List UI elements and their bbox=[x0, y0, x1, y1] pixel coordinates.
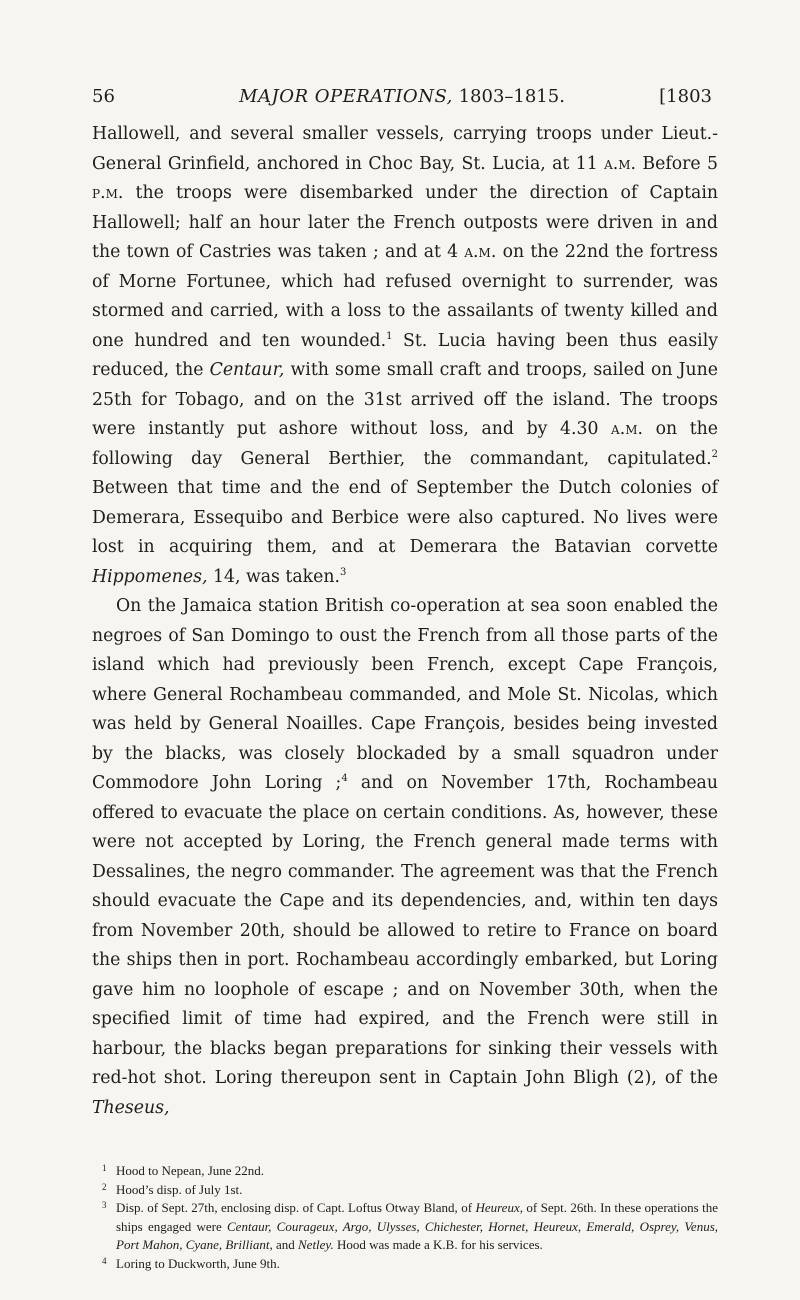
paragraph bbox=[92, 592, 718, 1123]
text-run: Disp. of Sept. 27th, enclosing disp. of Capt. Loftus Otway Bland, of bbox=[116, 1200, 476, 1216]
text-run: On the Jamaica station British co-operation at sea soon enabled the negroes of San Domingo to oust the French from all those parts of the island which had previously been French, except Cape François, where General Rochambeau commanded, and Mole St. Nicolas, which was held by General Noailles. Cape François, besides being invested by the blacks, was closely blockaded by a small squadron under Commodore John Loring ; bbox=[92, 596, 718, 793]
text-run: 14, was taken. bbox=[207, 566, 340, 587]
text-run: of Sept. 26th. In these operations the ships engaged were bbox=[116, 1200, 718, 1234]
text-run: and bbox=[272, 1237, 298, 1253]
footnote-ref: 2 bbox=[711, 448, 718, 460]
footnote-number: 4 bbox=[102, 1255, 107, 1266]
running-header bbox=[92, 86, 712, 116]
italic-text: Heureux, bbox=[475, 1200, 523, 1216]
footnote-ref: 3 bbox=[339, 566, 347, 578]
italic-text: Theseus, bbox=[92, 1097, 170, 1118]
footnote-ref: 1 bbox=[386, 330, 393, 342]
footnote-number: 3 bbox=[102, 1200, 107, 1211]
text-run: Hood was made a K.B. for his services. bbox=[333, 1237, 543, 1253]
italic-text: Centaur, Courageux, Argo, Ulysses, Chichester, Hornet, Heureux, Emerald, Osprey, Venus, Port Mahon, Cyane, Brilliant, bbox=[116, 1218, 718, 1253]
text-run: Loring to Duckworth, June 9th. bbox=[116, 1255, 280, 1271]
italic-text: Netley. bbox=[298, 1237, 334, 1253]
text-run: Hallowell, and several smaller vessels, carrying troops under Lieut.-General Grinfield, anchored in Choc Bay, St. Lucia, at 11 bbox=[92, 124, 718, 174]
time-abbrev: a.m. bbox=[464, 242, 497, 262]
text-run: Hood’s disp. of July 1st. bbox=[116, 1181, 243, 1197]
time-abbrev: a.m. bbox=[604, 153, 637, 174]
body-text bbox=[92, 120, 718, 1123]
text-run: on the 22nd the fortress of Morne Fortunee, which had refused overnight to surrender, was stormed and carried, with a loss to the assailants of twenty killed and one hundred and ten wounded. bbox=[92, 242, 718, 351]
text-run: Before 5 bbox=[636, 153, 718, 174]
paragraph bbox=[92, 120, 718, 592]
running-title-years: 1803–1815. bbox=[458, 86, 565, 107]
text-run: with some small craft and troops, sailed on June 25th for Tobago, and on the 31st arrived off the island. The troops were instantly put ashore without loss, and by 4.30 bbox=[92, 360, 718, 439]
running-title bbox=[92, 86, 712, 107]
time-abbrev: a.m. bbox=[611, 419, 643, 439]
text-run: on the following day General Berthier, the commandant, capitulated. bbox=[92, 419, 718, 469]
text-run: St. Lucia having been thus easily reduced, the bbox=[92, 330, 718, 380]
italic-text: Centaur, bbox=[209, 360, 285, 380]
footnote bbox=[92, 1255, 718, 1274]
text-run: the troops were disembarked under the direction of Captain Hallowell; half an hour later the French outposts were driven in and the town of Castries was taken ; and at 4 bbox=[92, 183, 718, 262]
text-run: Between that time and the end of September the Dutch colonies of Demerara, Essequibo and Berbice were also captured. No lives were lost in acquiring them, and at Demerara the Batavian corvette bbox=[92, 478, 718, 557]
footnote bbox=[92, 1181, 718, 1200]
footnotes bbox=[92, 1162, 718, 1274]
footnote-ref: 4 bbox=[341, 773, 348, 785]
text-run: Hood to Nepean, June 22nd. bbox=[116, 1163, 265, 1178]
page-number: 56 bbox=[92, 86, 115, 107]
footnote-number: 1 bbox=[102, 1163, 107, 1173]
footnote bbox=[92, 1199, 718, 1255]
time-abbrev: p.m. bbox=[92, 183, 124, 203]
footnote bbox=[92, 1162, 718, 1181]
text-run: and on November 17th, Rochambeau offered to evacuate the place on certain conditions. As, however, these were not accepted by Loring, the French general made terms with Dessalines, the negro commander. The agreement was that the French should evacuate the Cape and its dependencies, and, within ten days from November 20th, should be allowed to retire to France on board the ships then in port. Rochambeau accordingly embarked, but Loring gave him no loophole of escape ; and on November 30th, when the specified limit of time had expired, and the French were still in harbour, the blacks began preparations for sinking their vessels with red-hot shot. Loring thereupon sent in Captain John Bligh (2), of the bbox=[92, 773, 718, 1088]
year-tag: [1803 bbox=[659, 86, 712, 107]
footnote-number: 2 bbox=[102, 1181, 107, 1192]
running-title-text: MAJOR OPERATIONS, bbox=[239, 86, 453, 107]
italic-text: Hippomenes, bbox=[92, 566, 208, 587]
